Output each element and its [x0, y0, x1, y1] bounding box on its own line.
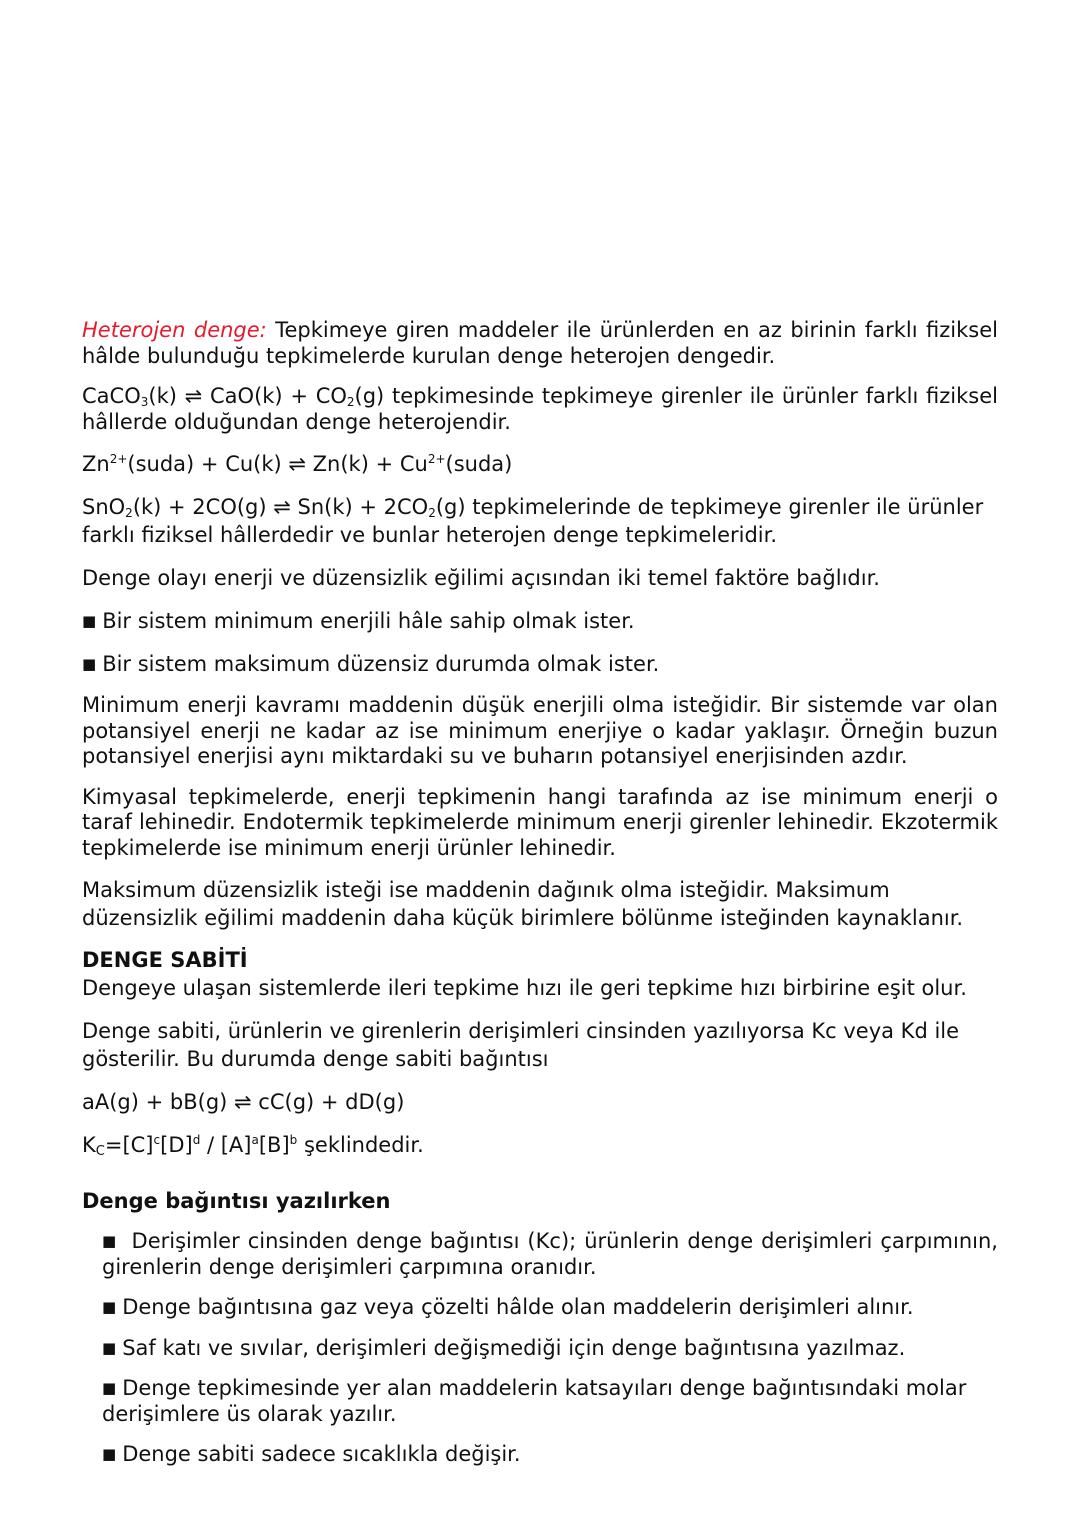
formula-part: / [A] — [200, 1133, 252, 1157]
factor-item — [82, 607, 998, 635]
formula-part: (k) ⇌ CaO(k) + CO — [148, 384, 347, 408]
bullet-square-icon: ■ — [102, 1379, 117, 1397]
bullet-square-icon: ■ — [102, 1338, 117, 1357]
subscript: 3 — [140, 395, 149, 409]
formula-part: =[C] — [104, 1133, 154, 1157]
superscript: c — [153, 1133, 161, 1147]
denge-sabiti-intro: Dengeye ulaşan sistemlerde ileri tepkime hızı ile geri tepkime hızı birbirine eşit olur. — [82, 976, 967, 1000]
chem-reactions-paragraph: Kimyasal tepkimelerde, enerji tepkimenin hangi tarafında az ise minimum enerji o taraf lehinedir. Endotermik tepkimelerde minimum enerji girenler lehinedir. Ekzotermik tepkimelerde ise minimum enerji ürünler lehinedir. — [82, 784, 998, 860]
bullet-square-icon: ■ — [82, 612, 97, 630]
formula-part: [B] — [258, 1133, 290, 1157]
factor-text: Bir sistem maksimum düzensiz durumda olmak ister. — [102, 652, 660, 676]
bullet-square-icon: ■ — [82, 655, 97, 673]
example-text: (g) tepkimelerinde de tepkimeye girenler ile ürünler farklı fiziksel hâllerdedir ve bunlar heterojen denge tepkimeleridir. — [82, 495, 984, 547]
zn-cu-reaction — [82, 450, 998, 478]
caco3-example — [82, 384, 998, 435]
superscript: b — [289, 1133, 298, 1147]
rule-text: Denge bağıntısına gaz veya çözelti hâlde olan maddelerin derişimleri alınır. — [122, 1295, 914, 1319]
superscript: a — [251, 1133, 259, 1147]
factor-text: Bir sistem minimum enerjili hâle sahip olmak ister. — [102, 609, 635, 633]
rule-item — [102, 1229, 998, 1280]
subscript: 2 — [346, 395, 355, 409]
general-reaction: aA(g) + bB(g) ⇌ cC(g) + dD(g) — [82, 1090, 405, 1114]
document-page — [82, 318, 998, 1483]
rule-item — [102, 1442, 998, 1468]
rule-item — [102, 1295, 998, 1321]
formula-part: (suda) + Cu(k) ⇌ Zn(k) + Cu — [127, 452, 428, 476]
rule-text: Derişimler cinsinden denge bağıntısı (Kc); ürünlerin denge derişimleri çarpımının, girenlerin denge derişimleri çarpımına oranıdır. — [102, 1229, 998, 1279]
rules-list — [102, 1229, 998, 1468]
subscript: 2 — [428, 506, 436, 520]
subscript: C — [95, 1144, 105, 1159]
formula-part: (k) + 2CO(g) ⇌ Sn(k) + 2CO — [132, 495, 429, 519]
max-disorder-paragraph: Maksimum düzensizlik isteği ise maddenin dağınık olma isteğidir. Maksimum düzensizlik eğilimi maddenin daha küçük birimlere bölünme isteğinden kaynaklanır. — [82, 878, 964, 930]
formula-part: (suda) — [445, 452, 513, 476]
kc-formula — [82, 1131, 998, 1166]
subscript: 2 — [125, 506, 133, 520]
rules-heading: Denge bağıntısı yazılırken — [82, 1189, 391, 1213]
formula-part: SnO — [82, 495, 126, 519]
bullet-square-icon: ■ — [102, 1445, 117, 1463]
sno2-example — [82, 493, 998, 549]
rule-text: Denge tepkimesinde yer alan maddelerin katsayıları denge bağıntısındaki molar derişimlere üs olarak yazılır. — [102, 1376, 967, 1426]
formula-part: şeklindedir. — [297, 1133, 424, 1157]
denge-sabiti-heading: DENGE SABİTİ — [82, 948, 248, 972]
formula-part: K — [82, 1133, 96, 1157]
formula-part: [D] — [160, 1133, 193, 1157]
factors-intro: Denge olayı enerji ve düzensizlik eğilimi açısından iki temel faktöre bağlıdır. — [82, 566, 880, 590]
bullet-square-icon: ■ — [102, 1232, 118, 1250]
heterojen-definition-text: Tepkimeye giren maddeler ile ürünlerden en az birinin farklı fiziksel hâlde bulunduğu tepkimelerde kurulan denge heterojen dengedir. — [82, 318, 998, 368]
rule-text: Saf katı ve sıvılar, derişimleri değişmediği için denge bağıntısına yazılmaz. — [122, 1335, 906, 1360]
formula-part: Zn — [82, 452, 110, 476]
min-energy-paragraph: Minimum enerji kavramı maddenin düşük enerjili olma isteğidir. Bir sistemde var olan potansiyel enerji ne kadar az ise minimum enerjiye o kadar yaklaşır. Örneğin buzun potansiyel enerjisi aynı miktardaki su ve buharın potansiyel enerjisinden azdır. — [82, 693, 998, 768]
heterojen-term: Heterojen denge: — [82, 318, 267, 342]
superscript: 2+ — [427, 452, 446, 466]
superscript: d — [192, 1133, 201, 1147]
factor-item — [82, 650, 998, 678]
example-text: (g) tepkimesinde tepkimeye girenler ile ürünler farklı fiziksel hâllerde olduğundan denge heterojendir. — [82, 384, 998, 434]
formula-part: CaCO — [82, 384, 141, 408]
rule-text: Denge sabiti sadece sıcaklıkla değişir. — [122, 1442, 521, 1466]
rule-item — [102, 1376, 998, 1427]
bullet-square-icon: ■ — [102, 1298, 117, 1316]
kc-description: Denge sabiti, ürünlerin ve girenlerin derişimleri cinsinden yazılıyorsa Kc veya Kd ile gösterilir. Bu durumda denge sabiti bağıntısı — [82, 1019, 960, 1071]
superscript: 2+ — [109, 452, 128, 466]
heterojen-definition — [82, 318, 998, 369]
rule-item — [102, 1336, 998, 1362]
